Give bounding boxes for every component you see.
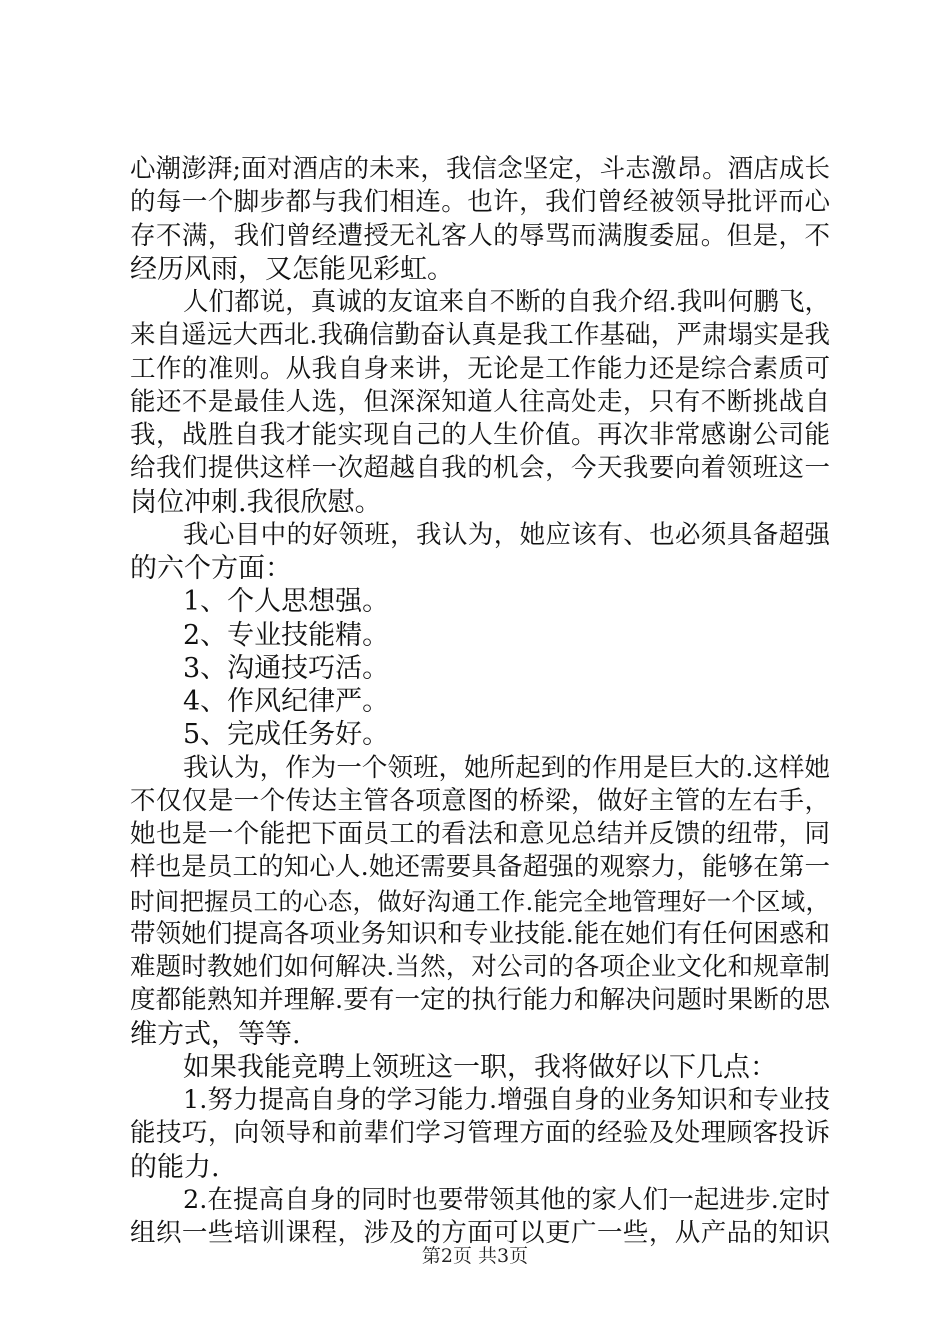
text-line: 不仅仅是一个传达主管各项意图的桥梁，做好主管的左右手，	[130, 785, 830, 816]
text-line: 给我们提供这样一次超越自我的机会，今天我要向着领班这一	[130, 453, 830, 484]
text-line: 的每一个脚步都与我们相连。也许，我们曾经被领导批评而心	[130, 187, 830, 218]
text-line: 1、个人思想强。	[183, 586, 390, 618]
page-footer: 第2页 共3页	[421, 1245, 529, 1267]
text-line: 2、专业技能精。	[183, 619, 390, 651]
text-line: 1.努力提高自身的学习能力.增强自身的业务知识和专业技	[183, 1085, 830, 1115]
text-line: 组织一些培训课程，涉及的方面可以更广一些，从产品的知识	[130, 1218, 830, 1248]
text-line: 3、沟通技巧活。	[183, 652, 390, 684]
text-line: 难题时教她们如何解决.当然，对公司的各项企业文化和规章制	[130, 952, 830, 982]
text-line: 维方式，等等.	[130, 1018, 301, 1050]
text-line: 工作的准则。从我自身来讲，无论是工作能力还是综合素质可	[130, 353, 830, 384]
text-line: 时间把握员工的心态，做好沟通工作.能完全地管理好一个区域，	[130, 886, 830, 916]
document-body	[130, 153, 830, 1250]
text-line: 我认为，作为一个领班，她所起到的作用是巨大的.这样她	[183, 752, 830, 783]
text-line: 4、作风纪律严。	[183, 686, 390, 717]
text-line: 的六个方面：	[130, 553, 292, 584]
text-line: 如果我能竞聘上领班这一职，我将做好以下几点：	[183, 1051, 777, 1083]
text-line: 岗位冲刺.我很欣慰。	[130, 486, 382, 518]
text-line: 来自遥远大西北.我确信勤奋认真是我工作基础，严肃塌实是我	[130, 320, 830, 351]
text-line: 我心目中的好领班，我认为，她应该有、也必须具备超强	[183, 519, 830, 550]
text-line: 人们都说，真诚的友谊来自不断的自我介绍.我叫何鹏飞，	[183, 287, 830, 317]
text-line: 能还不是最佳人选，但深深知道人往高处走，只有不断挑战自	[130, 386, 830, 417]
text-line: 2.在提高自身的同时也要带领其他的家人们一起进步.定时	[183, 1184, 830, 1215]
text-line: 我，战胜自我才能实现自己的人生价值。再次非常感谢公司能	[130, 420, 830, 450]
text-line: 心潮澎湃;面对酒店的未来，我信念坚定，斗志激昂。酒店成长	[130, 154, 830, 184]
text-line: 存不满，我们曾经遭授无礼客人的辱骂而满腹委屈。但是，不	[130, 220, 830, 251]
text-line: 度都能熟知并理解.要有一定的执行能力和解决问题时果断的思	[130, 985, 830, 1016]
text-line: 带领她们提高各项业务知识和专业技能.能在她们有任何困惑和	[130, 918, 830, 949]
text-line: 她也是一个能把下面员工的看法和意见总结并反馈的纽带，同	[130, 819, 830, 849]
text-line: 的能力.	[130, 1151, 220, 1183]
text-line: 能技巧，向领导和前辈们学习管理方面的经验及处理顾客投诉	[130, 1118, 830, 1149]
text-line: 经历风雨，又怎能见彩虹。	[130, 253, 454, 285]
text-line: 5、完成任务好。	[183, 719, 390, 751]
text-line: 样也是员工的知心人.她还需要具备超强的观察力，能够在第一	[130, 852, 830, 883]
